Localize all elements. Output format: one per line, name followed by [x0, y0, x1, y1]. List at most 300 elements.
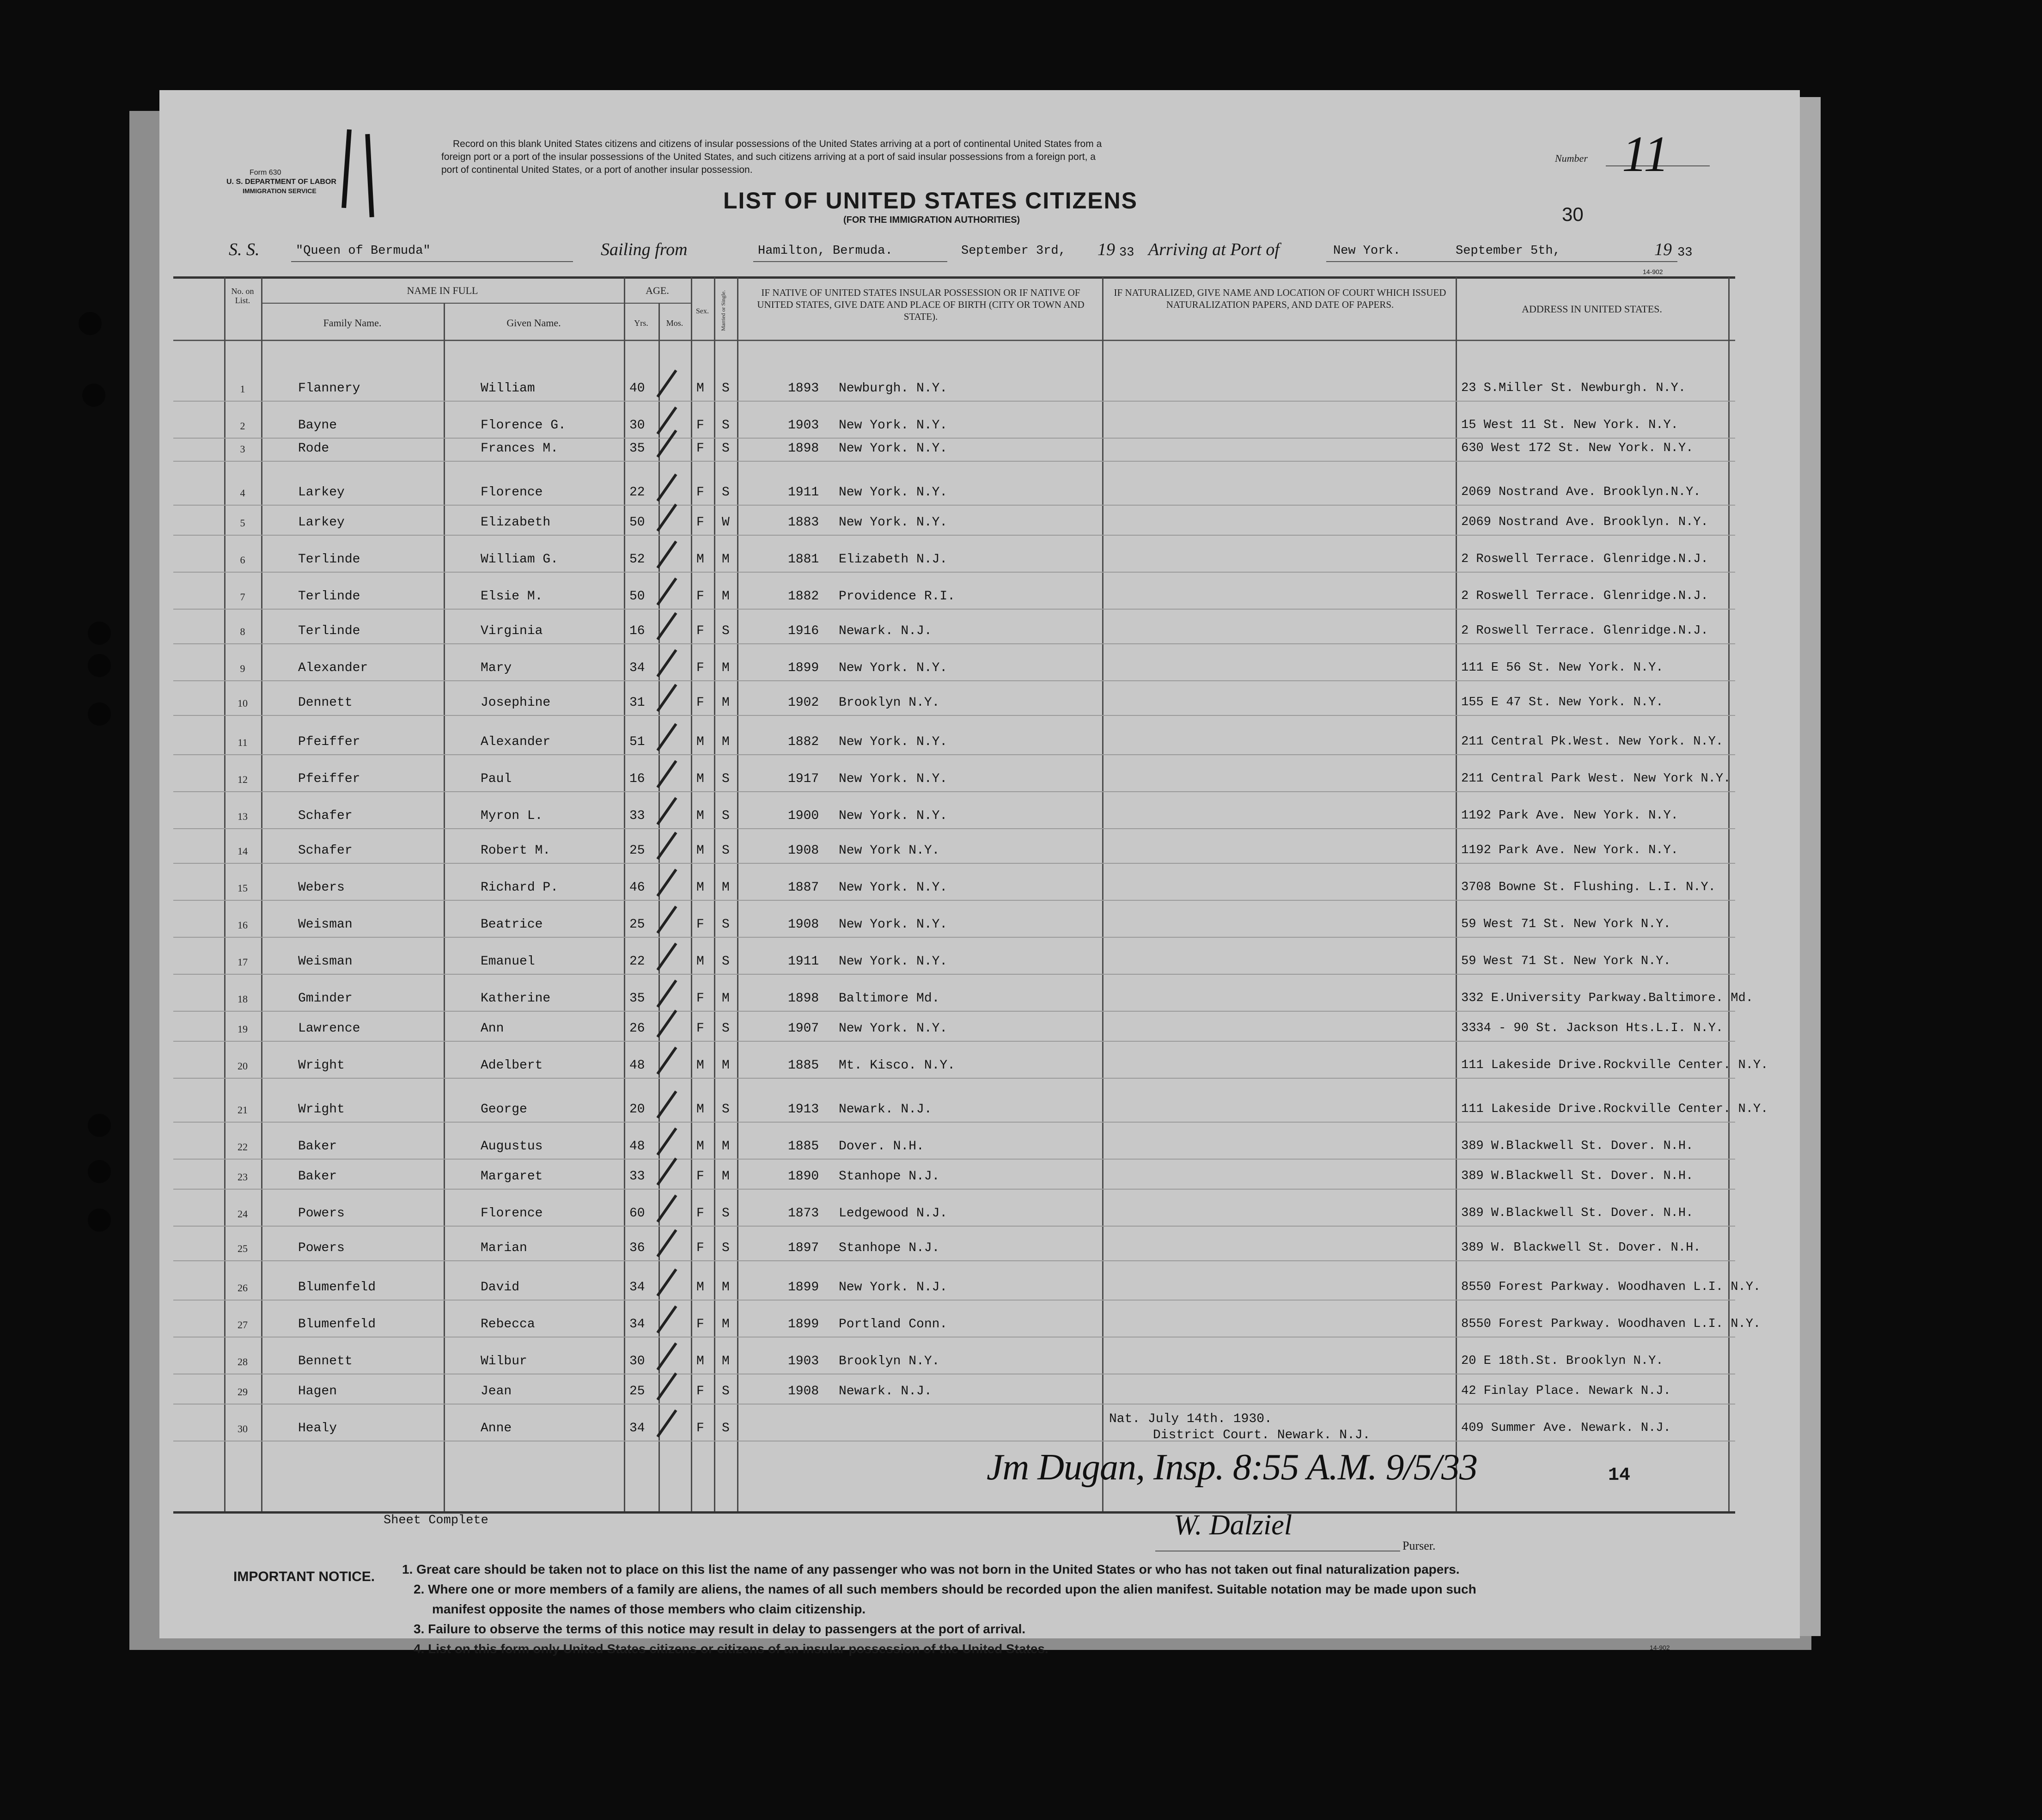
birth-year: 1908	[788, 1384, 819, 1399]
marital-status: S	[722, 954, 730, 969]
birth-year: 1913	[788, 1102, 819, 1117]
marital-status: S	[722, 843, 730, 858]
address: 111 Lakeside Drive.Rockville Center. N.Y.	[1461, 1102, 1768, 1116]
address: 389 W.Blackwell St. Dover. N.H.	[1461, 1206, 1694, 1220]
family-name: Wright	[298, 1102, 345, 1117]
given-name: Beatrice	[481, 917, 543, 932]
given-name: Adelbert	[481, 1058, 543, 1073]
notice-item: 4. List on this form only United States citizens or citizens of an insular possession of the United States.	[414, 1642, 1048, 1656]
arrival-underline	[1326, 261, 1677, 262]
col-header-yrs: Yrs.	[634, 318, 648, 328]
birth-year: 1881	[788, 552, 819, 567]
binder-hole	[79, 312, 102, 335]
binder-hole	[88, 654, 111, 677]
marital-status: S	[722, 624, 730, 638]
birth-year: 1890	[788, 1169, 819, 1184]
instruction-line: Record on this blank United States citizens and citizens of insular possessions of the United States arriving at a port of continental United States from a	[453, 139, 1102, 149]
sex: F	[696, 1169, 704, 1184]
given-name: Margaret	[481, 1169, 543, 1184]
marital-status: S	[722, 1206, 730, 1221]
marital-status: M	[722, 735, 730, 749]
age-years: 25	[629, 917, 645, 932]
birth-year: 1882	[788, 735, 819, 749]
age-years: 50	[629, 515, 645, 530]
given-name: Elizabeth	[481, 515, 551, 530]
row-number: 20	[238, 1060, 248, 1072]
sex: M	[696, 809, 704, 823]
address: 2 Roswell Terrace. Glenridge.N.J.	[1461, 589, 1708, 603]
row-number: 12	[238, 774, 248, 785]
marital-status: S	[722, 485, 730, 500]
age-years: 34	[629, 1280, 645, 1295]
sex: M	[696, 381, 704, 396]
col-rule	[224, 277, 226, 1511]
birth-place: Dover. N.H.	[839, 1139, 924, 1154]
birth-place: Brooklyn N.Y.	[839, 696, 940, 710]
birth-place: Elizabeth N.J.	[839, 552, 948, 567]
birth-place: New York. N.Y.	[839, 880, 948, 895]
col-header-address: ADDRESS IN UNITED STATES.	[1522, 303, 1662, 315]
age-years: 22	[629, 485, 645, 500]
family-name: Terlinde	[298, 589, 360, 604]
birth-year: 1903	[788, 418, 819, 433]
row-number: 5	[240, 517, 245, 529]
row-divider	[173, 1404, 1735, 1405]
binder-hole	[88, 702, 111, 726]
family-name: Bayne	[298, 418, 337, 433]
number-label: Number	[1555, 153, 1588, 164]
row-number: 19	[238, 1023, 248, 1035]
address: 155 E 47 St. New York. N.Y.	[1461, 696, 1664, 709]
given-name: Frances M.	[481, 441, 559, 456]
birth-year: 1882	[788, 589, 819, 604]
marital-status: M	[722, 1058, 730, 1073]
birth-place: New York. N.Y.	[839, 441, 948, 456]
birth-year: 1903	[788, 1354, 819, 1368]
row-divider	[173, 1260, 1735, 1261]
age-years: 25	[629, 1384, 645, 1399]
notice-item: 1. Great care should be taken not to place on this list the name of any passenger who was not born in the United States or who has not taken out final naturalization papers.	[402, 1562, 1460, 1576]
form-number: Form 630	[250, 169, 281, 177]
given-name: Richard P.	[481, 880, 559, 895]
header-bottom-rule	[173, 340, 1735, 341]
marital-status: S	[722, 772, 730, 786]
row-number: 18	[238, 993, 248, 1005]
sex: F	[696, 1317, 704, 1331]
row-divider	[173, 791, 1735, 792]
marital-status: M	[722, 661, 730, 675]
row-divider	[173, 680, 1735, 681]
birth-place: Stanhope N.J.	[839, 1241, 940, 1255]
birth-place: New York. N.Y.	[839, 515, 948, 530]
inspection-note: Jm Dugan, Insp. 8:55 A.M. 9/5/33	[987, 1447, 1477, 1488]
birth-place: New York. N.Y.	[839, 917, 948, 932]
address: 111 Lakeside Drive.Rockville Center. N.Y.	[1461, 1058, 1768, 1072]
birth-year: 1908	[788, 843, 819, 858]
row-number: 28	[238, 1356, 248, 1368]
given-name: Paul	[481, 772, 512, 786]
row-divider	[173, 1122, 1735, 1123]
col-rule	[1102, 277, 1103, 1511]
age-years: 33	[629, 809, 645, 823]
address: 111 E 56 St. New York. N.Y.	[1461, 661, 1664, 675]
sex: F	[696, 624, 704, 638]
sex: F	[696, 515, 704, 530]
given-name: Virginia	[481, 624, 543, 638]
marital-status: M	[722, 880, 730, 895]
birth-year: 1899	[788, 661, 819, 675]
arriving-label: Arriving at Port of	[1148, 240, 1280, 259]
row-number: 17	[238, 956, 248, 968]
address: 1192 Park Ave. New York. N.Y.	[1461, 843, 1678, 857]
age-years: 35	[629, 441, 645, 456]
row-number: 24	[238, 1208, 248, 1220]
given-name: William G.	[481, 552, 559, 567]
sheet-number: 30	[1562, 203, 1584, 225]
col-header-sex: Sex.	[696, 307, 709, 315]
row-number: 21	[238, 1104, 248, 1116]
row-number: 7	[240, 591, 245, 603]
row-divider	[173, 643, 1735, 644]
birth-place: Portland Conn.	[839, 1317, 948, 1331]
marital-status: S	[722, 381, 730, 396]
birth-place: New York. N.Y.	[839, 661, 948, 675]
family-name: Weisman	[298, 954, 353, 969]
address: 59 West 71 St. New York N.Y.	[1461, 954, 1671, 968]
sex: M	[696, 1139, 704, 1154]
marital-status: M	[722, 1280, 730, 1295]
row-number: 26	[238, 1282, 248, 1294]
age-years: 34	[629, 1421, 645, 1435]
family-name: Wright	[298, 1058, 345, 1073]
purser-signature: W. Dalziel	[1174, 1509, 1292, 1541]
marital-status: M	[722, 696, 730, 710]
address: 630 West 172 St. New York. N.Y.	[1461, 441, 1694, 455]
purser-label: Purser.	[1402, 1539, 1436, 1552]
birth-place: Stanhope N.J.	[839, 1169, 940, 1184]
page-title: LIST OF UNITED STATES CITIZENS	[723, 188, 1138, 214]
notice-item: 3. Failure to observe the terms of this notice may result in delay to passengers at the port of arrival.	[414, 1622, 1026, 1636]
given-name: David	[481, 1280, 520, 1295]
ship-name: "Queen of Bermuda"	[296, 244, 431, 258]
address: 211 Central Park West. New York N.Y.	[1461, 772, 1731, 786]
row-divider	[173, 1159, 1735, 1160]
ss-label: S. S.	[229, 240, 260, 259]
birth-place: Mt. Kisco. N.Y.	[839, 1058, 956, 1073]
birth-year: 1902	[788, 696, 819, 710]
department-label: U. S. DEPARTMENT OF LABOR	[226, 178, 336, 186]
birth-year: 1893	[788, 381, 819, 396]
departure-year: 33	[1119, 246, 1134, 260]
marital-status: M	[722, 1317, 730, 1331]
given-name: Alexander	[481, 735, 551, 749]
address: 211 Central Pk.West. New York. N.Y.	[1461, 735, 1724, 749]
birth-place: Ledgewood N.J.	[839, 1206, 948, 1221]
row-divider	[173, 754, 1735, 755]
notice-heading: IMPORTANT NOTICE.	[233, 1569, 375, 1584]
col-header-no: No. on List.	[231, 287, 254, 305]
age-years: 34	[629, 661, 645, 675]
departure-underline	[753, 261, 947, 262]
given-name: Anne	[481, 1421, 512, 1435]
sex: F	[696, 696, 704, 710]
col-header-mos: Mos.	[666, 318, 683, 328]
row-number: 14	[238, 845, 248, 857]
row-divider	[173, 572, 1735, 573]
family-name: Schafer	[298, 843, 353, 858]
family-name: Baker	[298, 1169, 337, 1184]
birth-year: 1899	[788, 1280, 819, 1295]
sex: F	[696, 991, 704, 1006]
row-divider	[173, 1011, 1735, 1012]
birth-year: 1885	[788, 1139, 819, 1154]
age-years: 33	[629, 1169, 645, 1184]
row-number: 8	[240, 626, 245, 637]
family-name: Pfeiffer	[298, 735, 360, 749]
binder-hole	[88, 622, 111, 645]
row-divider	[173, 505, 1735, 506]
given-name: Myron L.	[481, 809, 543, 823]
address: 23 S.Miller St. Newburgh. N.Y.	[1461, 381, 1686, 395]
birth-year: 1911	[788, 954, 819, 969]
birth-place: New York. N.Y.	[839, 485, 948, 500]
sex: F	[696, 1421, 704, 1435]
row-divider	[173, 1078, 1735, 1079]
naturalization-line: Nat. July 14th. 1930.	[1109, 1412, 1272, 1426]
age-years: 34	[629, 1317, 645, 1331]
age-years: 52	[629, 552, 645, 567]
page-subtitle: (FOR THE IMMIGRATION AUTHORITIES)	[843, 215, 1020, 225]
row-number: 29	[238, 1386, 248, 1398]
sailing-from-label: Sailing from	[601, 240, 688, 259]
row-number: 3	[240, 443, 245, 455]
marital-status: M	[722, 1354, 730, 1368]
marital-status: S	[722, 1384, 730, 1399]
given-name: William	[481, 381, 535, 396]
family-name: Webers	[298, 880, 345, 895]
row-divider	[173, 715, 1735, 716]
arrival-year-prefix: 19	[1654, 240, 1672, 259]
col-rule	[737, 277, 738, 1511]
departure-year-prefix: 19	[1097, 240, 1115, 259]
address: 8550 Forest Parkway. Woodhaven L.I. N.Y.	[1461, 1280, 1761, 1294]
address: 332 E.University Parkway.Baltimore. Md.	[1461, 991, 1753, 1005]
sex: M	[696, 772, 704, 786]
family-name: Larkey	[298, 485, 345, 500]
family-name: Alexander	[298, 661, 368, 675]
birth-place: New York. N.J.	[839, 1280, 948, 1295]
name-subhead-rule	[261, 303, 624, 304]
row-divider	[173, 535, 1735, 536]
row-number: 2	[240, 420, 245, 432]
row-number: 30	[238, 1423, 248, 1435]
family-name: Schafer	[298, 809, 353, 823]
marital-status: M	[722, 1169, 730, 1184]
sex: M	[696, 880, 704, 895]
birth-year: 1908	[788, 917, 819, 932]
age-years: 60	[629, 1206, 645, 1221]
col-rule	[1456, 277, 1457, 1511]
age-years: 40	[629, 381, 645, 396]
address: 42 Finlay Place. Newark N.J.	[1461, 1384, 1671, 1398]
given-name: Augustus	[481, 1139, 543, 1154]
notice-item: 2. Where one or more members of a family are aliens, the names of all such members should be recorded upon the alien manifest. Suitable notation may be made upon such	[414, 1582, 1476, 1596]
instruction-line: foreign port or a port of the insular possessions of the United States, and such citizens arriving at a port of said insular possessions from a foreign port, a	[441, 152, 1096, 162]
birth-year: 1899	[788, 1317, 819, 1331]
row-divider	[173, 828, 1735, 829]
row-number: 9	[240, 663, 245, 674]
birth-year: 1907	[788, 1021, 819, 1036]
row-divider	[173, 863, 1735, 864]
row-divider	[173, 438, 1735, 439]
sex: F	[696, 1384, 704, 1399]
given-name: Florence	[481, 485, 543, 500]
family-name: Baker	[298, 1139, 337, 1154]
marital-status: M	[722, 589, 730, 604]
row-number: 22	[238, 1141, 248, 1153]
given-name: Florence	[481, 1206, 543, 1221]
birth-place: New York. N.Y.	[839, 1021, 948, 1036]
birth-year: 1898	[788, 441, 819, 456]
birth-place: New York N.Y.	[839, 843, 940, 858]
given-name: Emanuel	[481, 954, 535, 969]
age-years: 36	[629, 1241, 645, 1255]
family-name: Pfeiffer	[298, 772, 360, 786]
col-header-native: IF NATIVE OF UNITED STATES INSULAR POSSESSION OR IF NATIVE OF UNITED STATES, GIVE DATE AND PLACE OF BIRTH (CITY OR TOWN AND STATE).	[757, 287, 1085, 322]
family-name: Powers	[298, 1241, 345, 1255]
marital-status: S	[722, 1021, 730, 1036]
row-number: 6	[240, 554, 245, 566]
given-name: George	[481, 1102, 527, 1117]
sex: M	[696, 552, 704, 567]
given-name: Rebecca	[481, 1317, 535, 1331]
row-number: 23	[238, 1171, 248, 1183]
given-name: Jean	[481, 1384, 512, 1399]
address: 3334 - 90 St. Jackson Hts.L.I. N.Y.	[1461, 1021, 1724, 1035]
departure-date: September 3rd,	[961, 244, 1066, 258]
birth-place: New York. N.Y.	[839, 772, 948, 786]
birth-year: 1898	[788, 991, 819, 1006]
age-years: 31	[629, 696, 645, 710]
birth-place: Newburgh. N.Y.	[839, 381, 948, 396]
given-name: Josephine	[481, 696, 551, 710]
given-name: Marian	[481, 1241, 527, 1255]
row-divider	[173, 900, 1735, 901]
sex: F	[696, 418, 704, 433]
arrival-date: September 5th,	[1456, 244, 1560, 258]
row-divider	[173, 1300, 1735, 1301]
given-name: Wilbur	[481, 1354, 527, 1368]
address: 8550 Forest Parkway. Woodhaven L.I. N.Y.	[1461, 1317, 1761, 1331]
form-code: 14-902	[1643, 268, 1663, 275]
family-name: Blumenfeld	[298, 1280, 376, 1295]
sex: F	[696, 1241, 704, 1255]
row-number: 4	[240, 487, 245, 499]
col-header-age: AGE.	[646, 285, 669, 296]
sex: M	[696, 1354, 704, 1368]
sex: M	[696, 735, 704, 749]
col-rule	[444, 303, 445, 1511]
row-divider	[173, 1226, 1735, 1227]
birth-year: 1897	[788, 1241, 819, 1255]
age-years: 48	[629, 1058, 645, 1073]
marital-status: S	[722, 809, 730, 823]
birth-place: Newark. N.J.	[839, 1384, 932, 1399]
marital-status: S	[722, 441, 730, 456]
address: 3708 Bowne St. Flushing. L.I. N.Y.	[1461, 880, 1716, 894]
row-divider	[173, 609, 1735, 610]
table-top-rule	[173, 276, 1735, 279]
sex: M	[696, 1280, 704, 1295]
arrival-port: New York.	[1333, 244, 1401, 258]
marital-status: M	[722, 552, 730, 567]
family-name: Rode	[298, 441, 329, 456]
birth-year: 1911	[788, 485, 819, 500]
page-count: 14	[1608, 1465, 1631, 1486]
row-number: 25	[238, 1243, 248, 1254]
birth-place: New York. N.Y.	[839, 954, 948, 969]
sex: M	[696, 954, 704, 969]
sex: F	[696, 485, 704, 500]
sheet-complete: Sheet Complete	[384, 1514, 488, 1527]
age-years: 22	[629, 954, 645, 969]
age-years: 48	[629, 1139, 645, 1154]
row-number: 27	[238, 1319, 248, 1331]
marital-status: S	[722, 917, 730, 932]
col-header-given: Given Name.	[506, 317, 561, 329]
row-number: 13	[238, 811, 248, 822]
marital-status: M	[722, 1139, 730, 1154]
row-divider	[173, 937, 1735, 938]
birth-year: 1917	[788, 772, 819, 786]
row-divider	[173, 1189, 1735, 1190]
marital-status: S	[722, 418, 730, 433]
col-rule	[691, 277, 692, 1511]
birth-place: New York. N.Y.	[839, 735, 948, 749]
age-years: 20	[629, 1102, 645, 1117]
birth-place: Brooklyn N.Y.	[839, 1354, 940, 1368]
given-name: Florence G.	[481, 418, 566, 433]
binder-hole	[88, 1160, 111, 1183]
binder-hole	[88, 1114, 111, 1137]
family-name: Dennett	[298, 696, 353, 710]
family-name: Bennett	[298, 1354, 353, 1368]
col-header-family: Family Name.	[323, 317, 382, 329]
address: 2069 Nostrand Ave. Brooklyn.N.Y.	[1461, 485, 1701, 499]
family-name: Hagen	[298, 1384, 337, 1399]
col-header-naturalized: IF NATURALIZED, GIVE NAME AND LOCATION OF COURT WHICH ISSUED NATURALIZATION PAPERS, AND DATE OF PAPERS.	[1114, 287, 1446, 310]
birth-year: 1883	[788, 515, 819, 530]
birth-place: New York. N.Y.	[839, 418, 948, 433]
age-years: 16	[629, 624, 645, 638]
address: 409 Summer Ave. Newark. N.J.	[1461, 1421, 1671, 1435]
col-rule	[624, 277, 625, 1511]
address: 15 West 11 St. New York. N.Y.	[1461, 418, 1678, 432]
row-number: 15	[238, 882, 248, 894]
age-years: 26	[629, 1021, 645, 1036]
naturalization-line: District Court. Newark. N.J.	[1153, 1428, 1371, 1442]
col-header-married: Married or Single.	[720, 290, 726, 331]
sex: M	[696, 1102, 704, 1117]
marital-status: S	[722, 1241, 730, 1255]
birth-place: New York. N.Y.	[839, 809, 948, 823]
given-name: Mary	[481, 661, 512, 675]
address: 389 W.Blackwell St. Dover. N.H.	[1461, 1169, 1694, 1183]
birth-year: 1873	[788, 1206, 819, 1221]
family-name: Terlinde	[298, 624, 360, 638]
marital-status: S	[722, 1421, 730, 1435]
age-years: 51	[629, 735, 645, 749]
